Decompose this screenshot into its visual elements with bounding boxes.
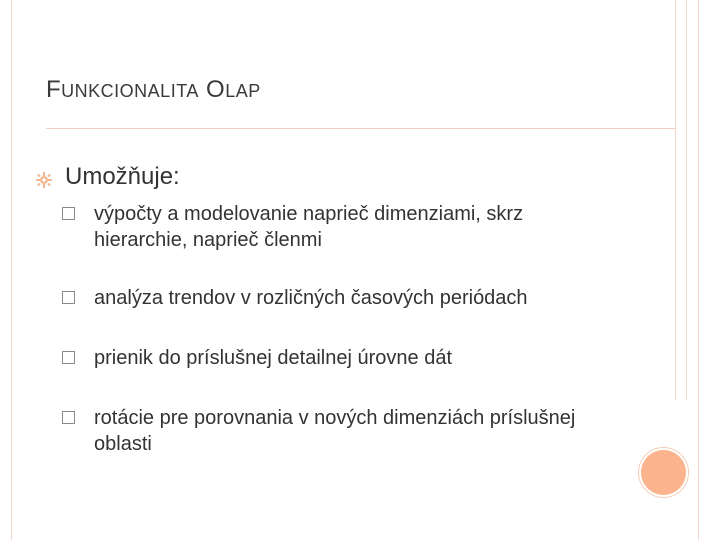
list-item-text: výpočty a modelovanie naprieč dimenziami, skrz hierarchie, naprieč členmi — [94, 203, 524, 251]
decorative-circle — [641, 450, 686, 495]
checkbox-icon — [62, 411, 75, 424]
list-item-text: rotácie pre porovnania v nových dimenziách príslušnej oblasti — [94, 407, 576, 455]
title-rest-2: LAP — [225, 81, 261, 101]
title-divider — [46, 128, 676, 129]
title-rest-1: UNKCIONALITA — [61, 81, 199, 101]
main-point-text: Umožňuje: — [65, 163, 180, 190]
title-initial-o: O — [206, 76, 226, 103]
checkbox-icon — [62, 207, 75, 220]
checkbox-icon — [62, 291, 75, 304]
list-item-text: analýza trendov v rozličných časových periódach — [94, 287, 528, 309]
slide-title — [46, 76, 261, 104]
list-item-text: prienik do príslušnej detailnej úrovne dát — [94, 347, 452, 369]
checkbox-icon — [62, 351, 75, 364]
title-initial-f: F — [46, 76, 62, 103]
decorative-stripe — [675, 0, 687, 400]
sun-gear-icon — [36, 172, 52, 188]
